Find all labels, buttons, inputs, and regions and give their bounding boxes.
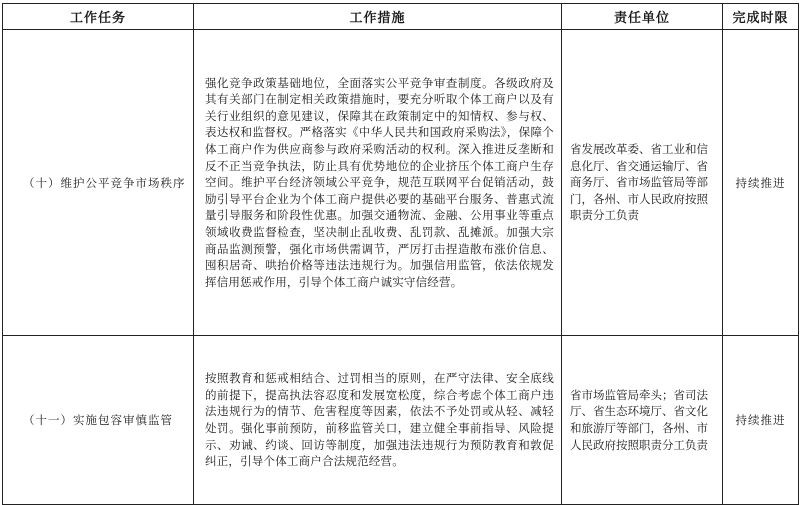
unit-cell: 省发展改革委、省工业和信息化厅、省交通运输厅、省商务厅、省市场监管局等部门，各州、市人民政府按照职责分工负责	[562, 30, 723, 336]
table-row	[3, 30, 799, 336]
unit-cell: 省市场监管局牵头；省司法厅、省生态环境厅、省文化和旅游厅等部门，各州、市人民政府按照职责分工负责	[562, 336, 723, 505]
header-row	[3, 4, 799, 30]
header-measure: 工作措施	[194, 4, 562, 30]
time-cell: 持续推进	[723, 336, 799, 505]
table-row	[3, 336, 799, 505]
task-cell: （十一）实施包容审慎监管	[3, 336, 194, 505]
policy-table	[2, 3, 799, 505]
header-task: 工作任务	[3, 4, 194, 30]
header-time: 完成时限	[723, 4, 799, 30]
header-unit: 责任单位	[562, 4, 723, 30]
task-cell: （十）维护公平竞争市场秩序	[3, 30, 194, 336]
measure-cell: 按照教育和惩戒相结合、过罚相当的原则，在严守法律、安全底线的前提下，提高执法容忍度和发展宽松度，综合考虑个体工商户违法违规行为的情节、危害程度等因素，依法不予处罚或从轻、减轻处罚。强化事前预防，前移监管关口，建立健全事前指导、风险提示、劝诫、约谈、回访等制度，加强违法违规行为预防教育和敦促纠正，引导个体工商户合法规范经营。	[194, 336, 562, 505]
time-cell: 持续推进	[723, 30, 799, 336]
measure-cell: 强化竞争政策基础地位，全面落实公平竞争审查制度。各级政府及其有关部门在制定相关政策措施时，要充分听取个体工商户以及有关行业组织的意见建议，保障其在政策制定中的知情权、参与权、表达权和监督权。严格落实《中华人民共和国政府采购法》，保障个体工商户作为供应商参与政府采购活动的权利。深入推进反垄断和反不正当竞争执法，防止具有优势地位的企业挤压个体工商户生存空间。维护平台经济领域公平竞争，规范互联网平台促销活动，鼓励引导平台企业为个体工商户提供必要的基础平台服务、普惠式流量引导服务和阶段性优惠。加强交通物流、金融、公用事业等重点领域收费监督检查，坚决制止乱收费、乱罚款、乱摊派。加强大宗商品监测预警，强化市场供需调节，严厉打击捏造散布涨价信息、囤积居奇、哄抬价格等违法违规行为。加强信用监管，依法依规发挥信用惩戒作用，引导个体工商户诚实守信经营。	[194, 30, 562, 336]
